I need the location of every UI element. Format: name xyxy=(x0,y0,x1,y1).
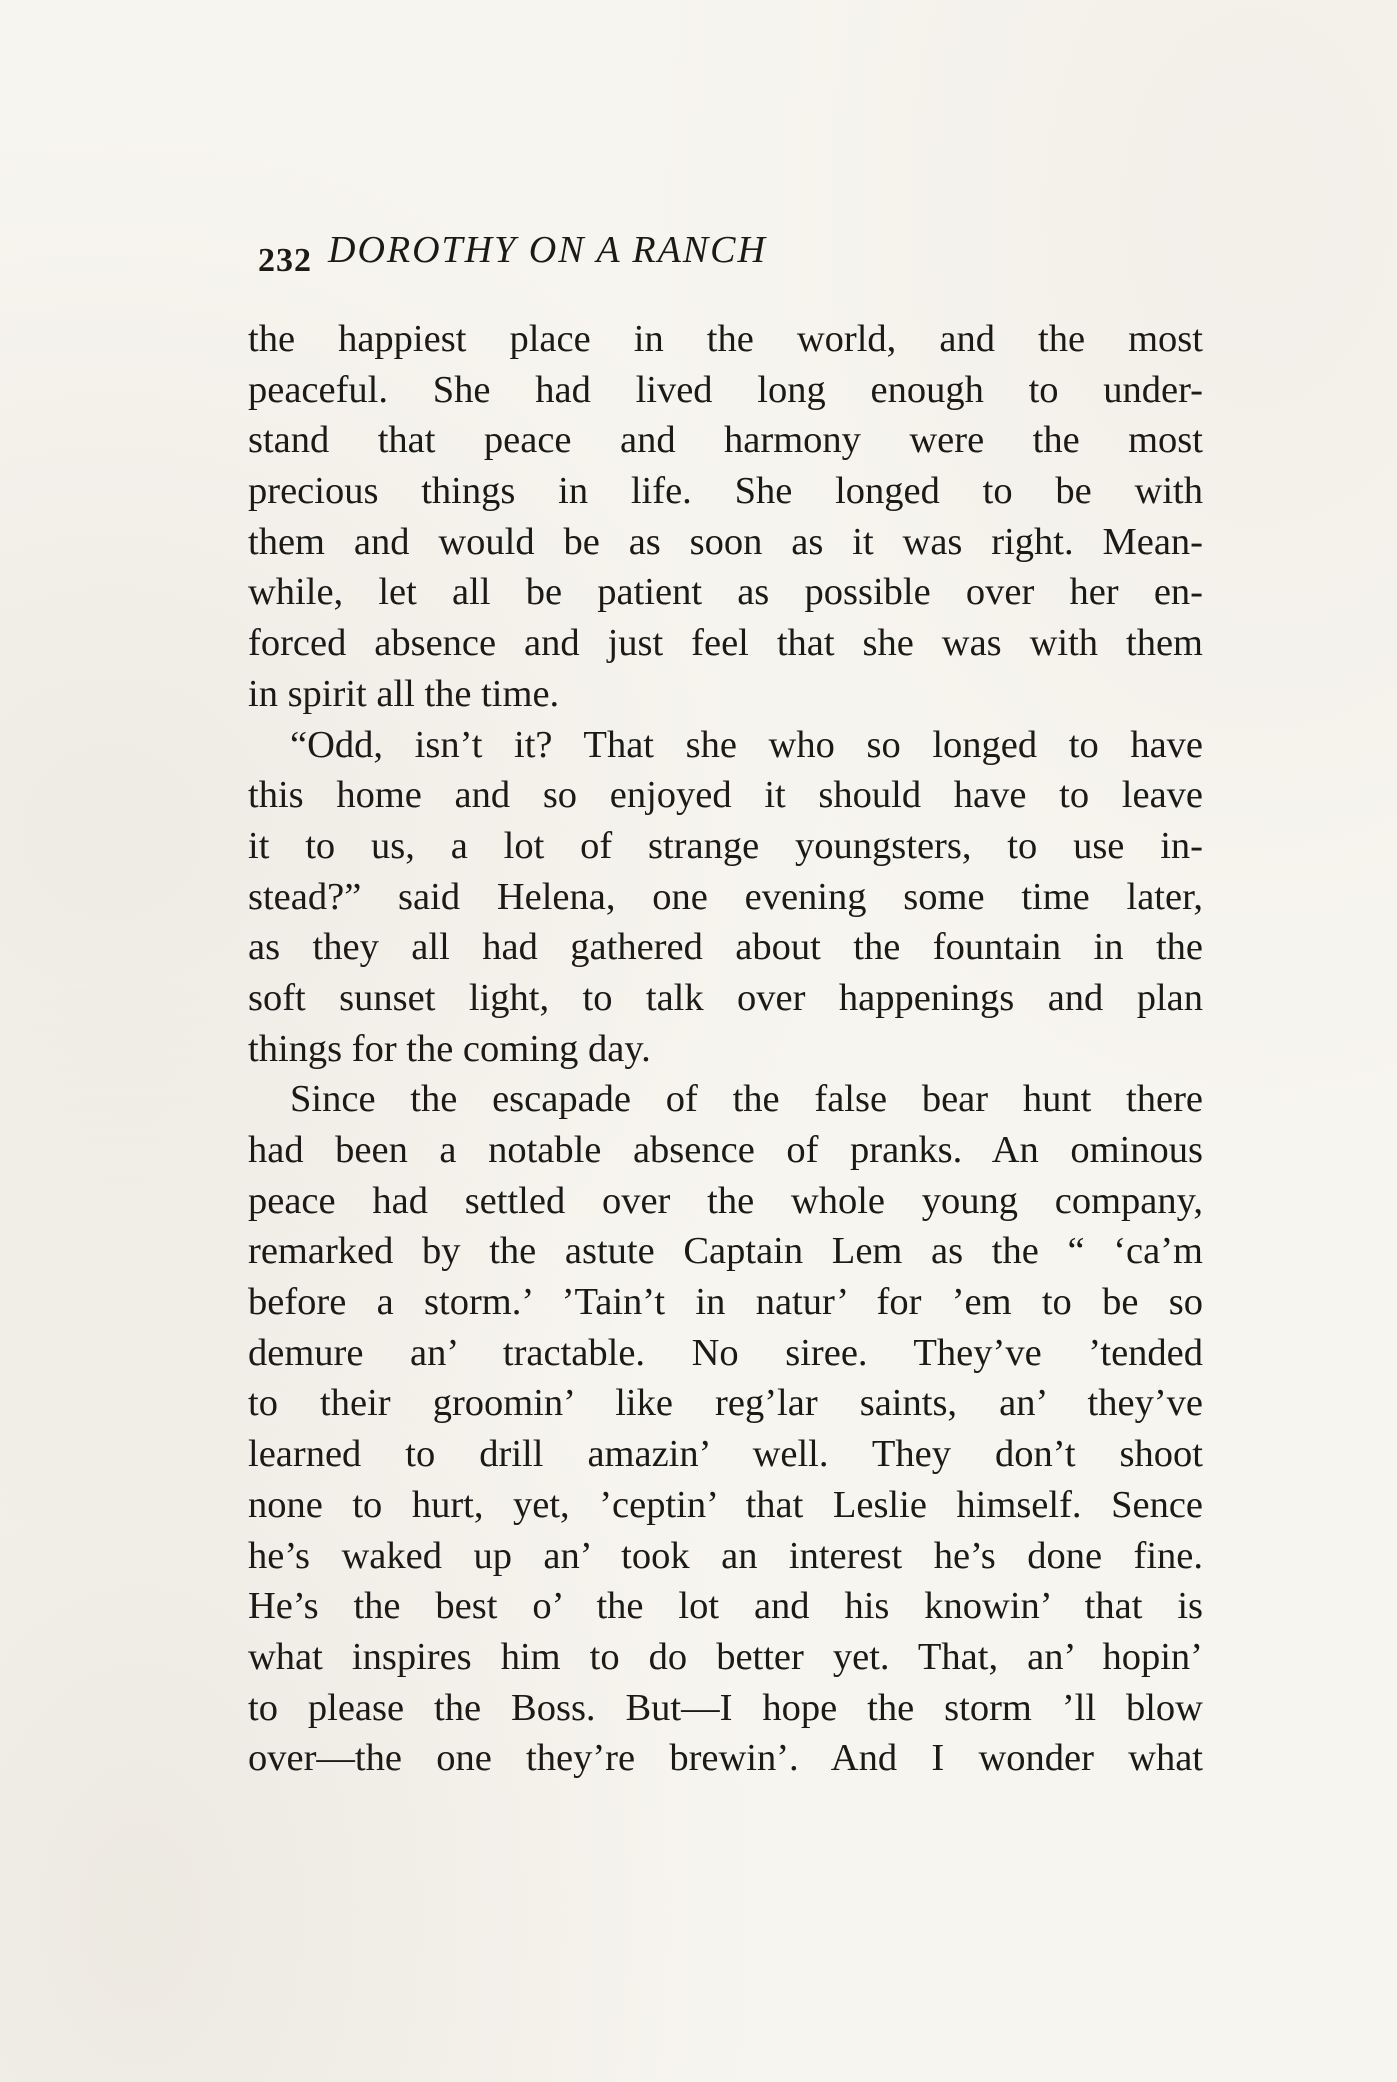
text-line: he’s waked up an’ took an interest he’s done fine. xyxy=(248,1534,1203,1577)
text-line: in spirit all the time. xyxy=(248,672,560,715)
text-line: peace had settled over the whole young company, xyxy=(248,1179,1203,1222)
text-line: stand that peace and harmony were the most xyxy=(248,419,1203,462)
text-line: learned to drill amazin’ well. They don’t shoot xyxy=(248,1433,1203,1476)
text-line: it to us, a lot of strange youngsters, to use in- xyxy=(248,824,1203,867)
text-line: to their groomin’ like reg’lar saints, an’ they’ve xyxy=(248,1382,1203,1425)
text-line: while, let all be patient as possible over her en- xyxy=(248,571,1203,614)
text-line: forced absence and just feel that she was with them xyxy=(248,622,1203,665)
text-line: over—the one they’re brewin’. And I wonder what xyxy=(248,1737,1203,1780)
text-line: this home and so enjoyed it should have to leave xyxy=(248,774,1203,817)
page-header xyxy=(0,228,1397,288)
page-number: 232 xyxy=(258,242,312,279)
text-line: to please the Boss. But—I hope the storm ’ll blow xyxy=(248,1686,1203,1729)
text-line: things for the coming day. xyxy=(248,1027,651,1070)
text-line: remarked by the astute Captain Lem as the “ ‘ca’m xyxy=(248,1230,1203,1273)
text-line: “Odd, isn’t it? That she who so longed to have xyxy=(290,723,1203,766)
body-text xyxy=(248,314,1203,1784)
text-line: demure an’ tractable. No siree. They’ve ’tended xyxy=(248,1331,1203,1374)
text-line: Since the escapade of the false bear hunt there xyxy=(290,1078,1203,1121)
text-line: precious things in life. She longed to be with xyxy=(248,470,1203,513)
text-line: what inspires him to do better yet. That, an’ hopin’ xyxy=(248,1635,1203,1678)
text-line: them and would be as soon as it was right. Mean- xyxy=(248,520,1203,563)
text-line: He’s the best o’ the lot and his knowin’ that is xyxy=(248,1585,1203,1628)
text-line: had been a notable absence of pranks. An ominous xyxy=(248,1129,1203,1171)
text-line: soft sunset light, to talk over happenings and plan xyxy=(248,976,1203,1019)
text-line: the happiest place in the world, and the most xyxy=(248,318,1203,360)
text-line: stead?” said Helena, one evening some time later, xyxy=(248,875,1203,918)
text-line: as they all had gathered about the fountain in the xyxy=(248,926,1203,969)
text-line: none to hurt, yet, ’ceptin’ that Leslie himself. Sence xyxy=(248,1483,1203,1526)
text-line: before a storm.’ ’Tain’t in natur’ for ’em to be so xyxy=(248,1281,1203,1324)
text-line: peaceful. She had lived long enough to under- xyxy=(248,368,1203,411)
running-title: DOROTHY ON A RANCH xyxy=(328,229,767,271)
